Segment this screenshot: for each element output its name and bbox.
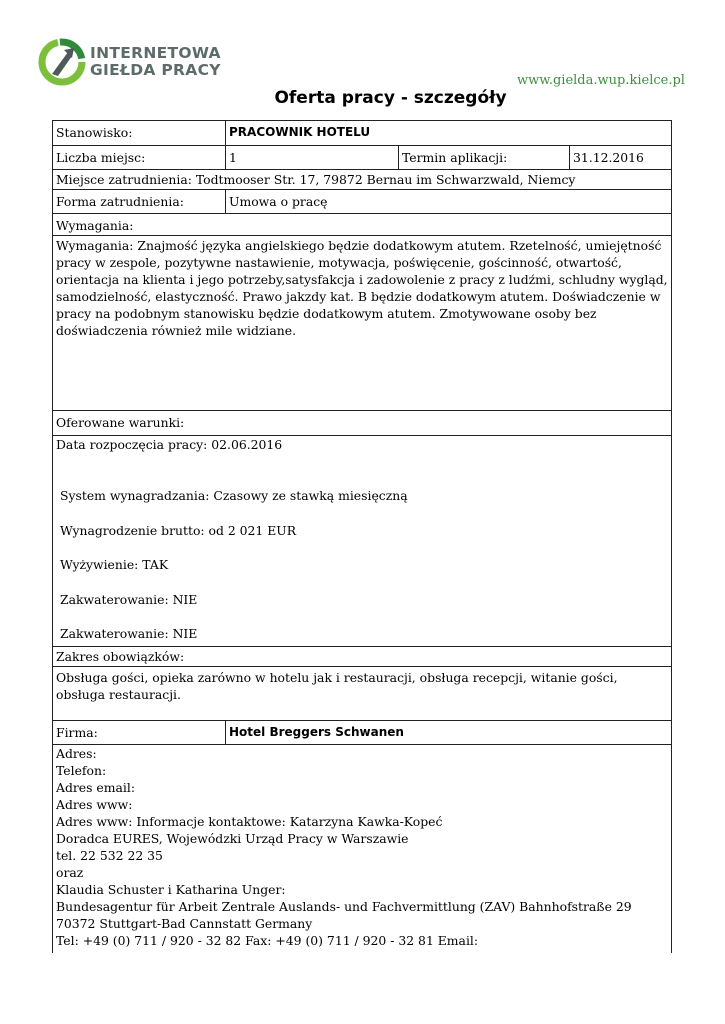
row-zakres-text (53, 667, 671, 721)
contact-telefon: Telefon: (56, 763, 107, 778)
contact-agentur: Bundesagentur für Arbeit Zentrale Auslands- und Fachvermittlung (ZAV) Bahnhofstraße 29 70372 Stuttgart-Bad Cannstatt Germany (56, 899, 632, 931)
forma-label: Forma zatrudnienia: (53, 190, 226, 213)
liczba-label: Liczba miejsc: (53, 146, 226, 169)
logo (38, 38, 238, 86)
offer-table (52, 120, 672, 953)
row-stanowisko (53, 121, 671, 146)
miejsce-zatrudnienia: Miejsce zatrudnienia: Todtmooser Str. 17, 79872 Bernau im Schwarzwald, Niemcy (56, 172, 576, 187)
contact-telfax: Tel: +49 (0) 711 / 920 - 32 82 Fax: +49 (0) 711 / 920 - 32 81 Email: (56, 933, 479, 948)
stanowisko-value: PRACOWNIK HOTELU (229, 125, 371, 139)
row-warunki-text (53, 436, 671, 647)
logo-line-1: INTERNETOWA (90, 44, 221, 62)
zakres-text: Obsługa gości, opieka zarówno w hotelu jak i restauracji, obsługa recepcji, witanie gości, obsługa restauracji. (56, 670, 618, 702)
row-warunki-label (53, 411, 671, 436)
warunki-zakwaterowanie-1: Zakwaterowanie: NIE (60, 592, 198, 607)
row-forma (53, 190, 671, 214)
contact-doradca: Doradca EURES, Wojewódzki Urząd Pracy w Warszawie (56, 831, 409, 846)
contact-oraz: oraz (56, 865, 84, 880)
warunki-system: System wynagradzania: Czasowy ze stawką miesięczną (60, 488, 408, 503)
row-wymagania-label (53, 214, 671, 236)
zakres-label: Zakres obowiązków: (56, 649, 185, 664)
logo-emblem-icon (38, 38, 86, 86)
forma-value: Umowa o pracę (229, 194, 328, 209)
firma-label: Firma: (53, 721, 226, 744)
wymagania-text: Wymagania: Znajmość języka angielskiego będzie dodatkowym atutem. Rzetelność, umiejętność pracy w zespole, pozytywne nastawienie, motywacja, poświęcenie, gościnność, otwartość, orientacja na klienta i jego potrzeby,satysfakcja i zadowolenie z pracy z ludźmi, schludny wygląd, samodzielność, elastyczność. Prawo jakzdy kat. B będzie dodatkowym atutem. Doświadczenie w pracy na podobnym stanowisku będzie dodatkowym atutem. Zmotywowane osoby bez doświadczenia również mile widziane. (56, 238, 668, 338)
logo-text (90, 45, 221, 79)
liczba-value: 1 (226, 146, 399, 169)
stanowisko-label: Stanowisko: (53, 121, 226, 145)
website-link[interactable]: www.gielda.wup.kielce.pl (517, 73, 685, 88)
warunki-zakwaterowanie-2: Zakwaterowanie: NIE (60, 626, 198, 641)
warunki-label: Oferowane warunki: (56, 415, 185, 430)
contact-email: Adres email: (56, 780, 136, 795)
contact-www: Adres www: (56, 797, 133, 812)
row-contact (53, 745, 671, 953)
contact-tel: tel. 22 532 22 35 (56, 848, 163, 863)
warunki-text (53, 436, 671, 646)
row-firma (53, 721, 671, 745)
logo-line-2: GIEŁDA PRACY (90, 61, 221, 79)
contact-www-info: Adres www: Informacje kontaktowe: Katarzyna Kawka-Kopeć (56, 814, 443, 829)
warunki-brutto: Wynagrodzenie brutto: od 2 021 EUR (60, 523, 297, 538)
row-miejsce (53, 170, 671, 190)
termin-label: Termin aplikacji: (399, 146, 570, 169)
contact-adres: Adres: (56, 746, 97, 761)
row-liczba (53, 146, 671, 170)
wymagania-label: Wymagania: (56, 218, 134, 233)
contact-osoby: Klaudia Schuster i Katharina Unger: (56, 882, 286, 897)
warunki-wyzywienie: Wyżywienie: TAK (60, 557, 169, 572)
row-wymagania-text (53, 236, 671, 411)
firma-value: Hotel Breggers Schwanen (229, 725, 404, 739)
row-zakres-label (53, 647, 671, 667)
page-title: Oferta pracy - szczegóły (274, 88, 507, 108)
termin-value: 31.12.2016 (573, 150, 644, 165)
contact-block (53, 745, 671, 953)
warunki-start: Data rozpoczęcia pracy: 02.06.2016 (56, 437, 283, 452)
